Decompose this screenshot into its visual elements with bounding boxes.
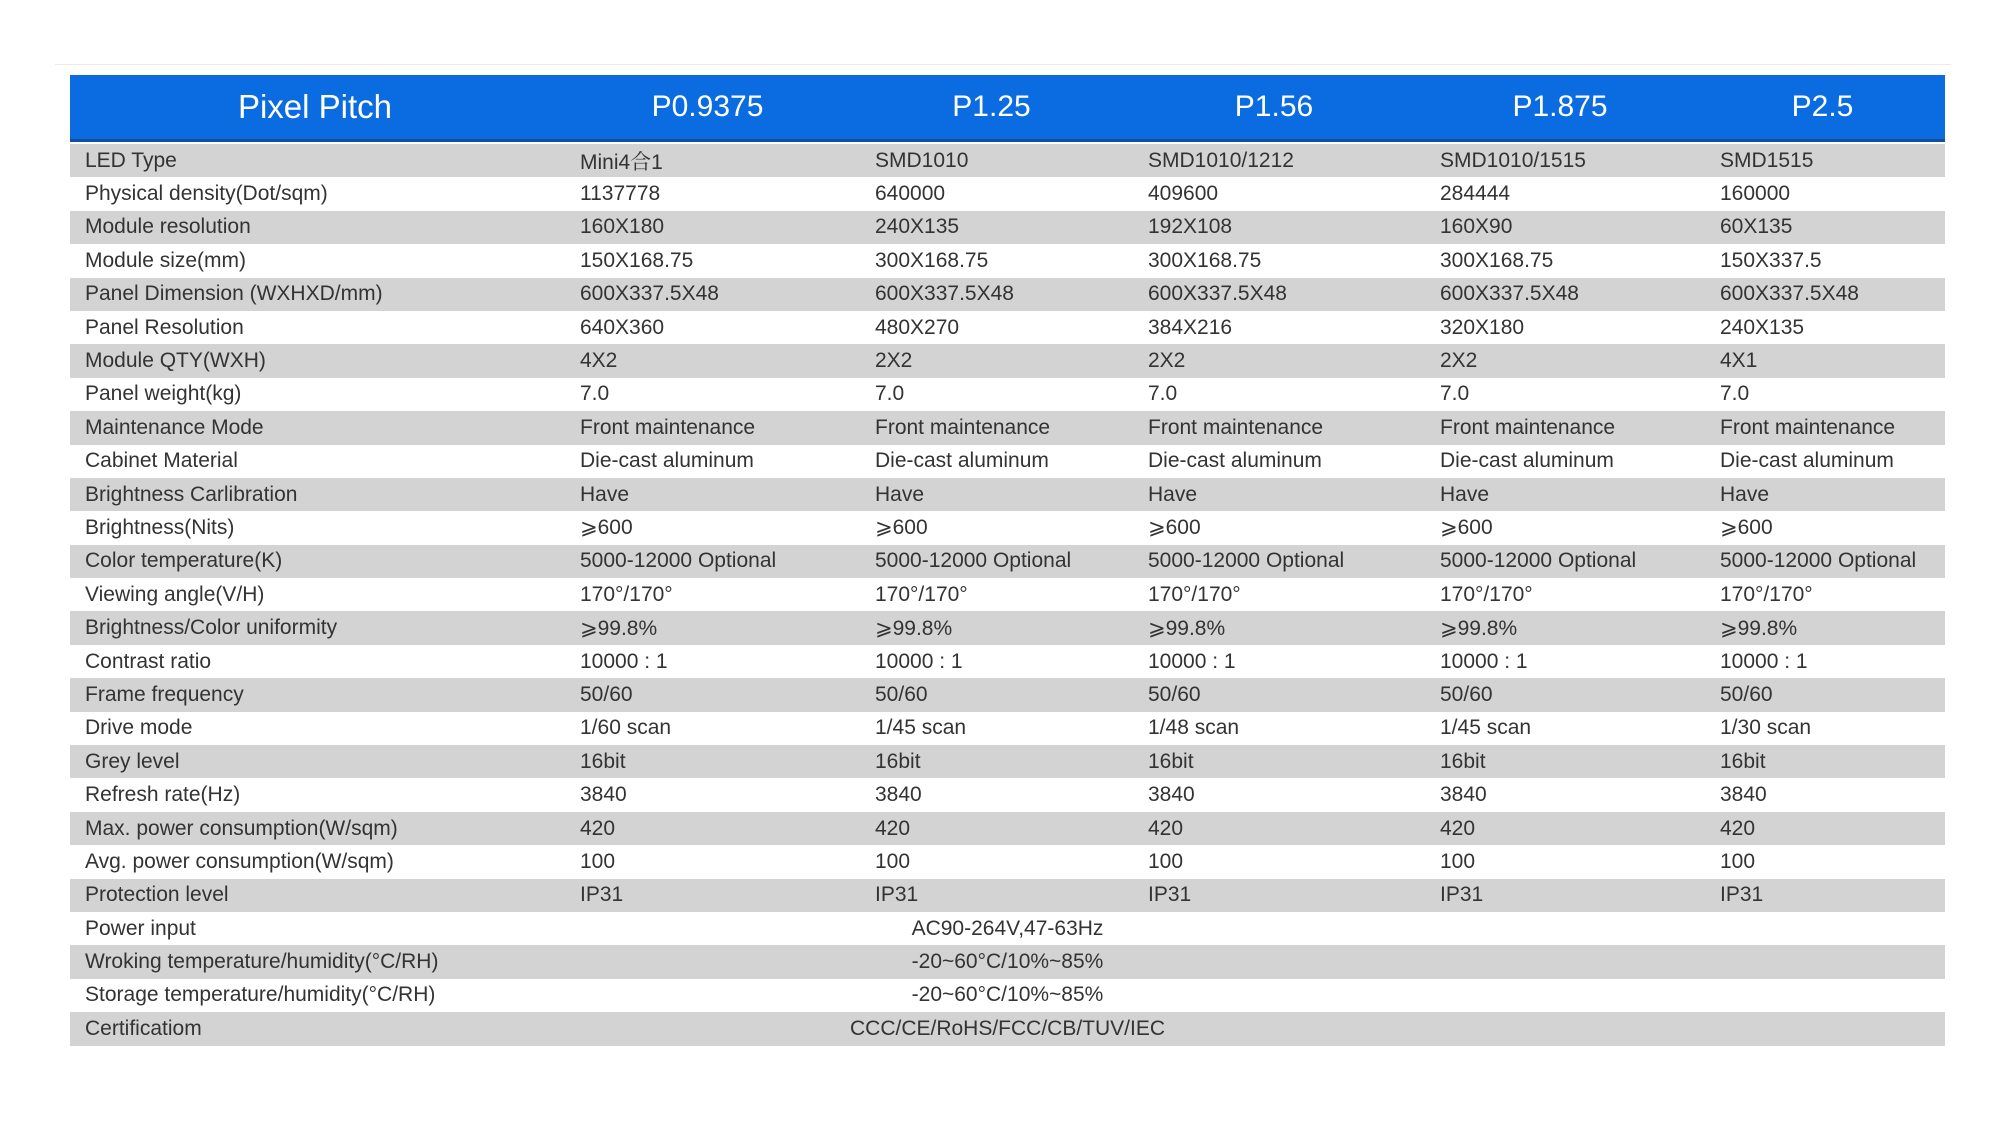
cell-value: 100 — [1148, 849, 1184, 873]
table-row — [70, 478, 1945, 511]
cell-value: 170°/170° — [580, 582, 673, 606]
cell-value: 100 — [875, 849, 911, 873]
cell-value: ⩾99.8% — [1148, 616, 1226, 640]
row-label: Module size(mm) — [85, 248, 247, 272]
table-row — [70, 278, 1945, 311]
cell-value: Front maintenance — [1440, 415, 1616, 439]
cell-value: 7.0 — [875, 382, 905, 406]
cell-value: 160X180 — [580, 215, 665, 239]
cell-value: IP31 — [875, 883, 919, 907]
cell-value: 284444 — [1440, 182, 1511, 206]
table-body — [70, 144, 1945, 1046]
cell-value: 420 — [1720, 816, 1756, 840]
cell-value: 4X1 — [1720, 349, 1758, 373]
cell-value: 10000 : 1 — [1148, 649, 1236, 673]
cell-value: 10000 : 1 — [580, 649, 668, 673]
cell-span-value: -20~60°C/10%~85% — [911, 983, 1104, 1007]
table-row — [70, 511, 1945, 544]
row-label: Panel weight(kg) — [85, 382, 242, 406]
cell-value: 300X168.75 — [1440, 248, 1554, 272]
cell-value: 170°/170° — [1440, 582, 1533, 606]
cell-value: 5000-12000 Optional — [1440, 549, 1637, 573]
cell-value: 409600 — [1148, 182, 1219, 206]
row-label: Brightness(Nits) — [85, 515, 235, 539]
table-row — [70, 211, 1945, 244]
table-row — [70, 411, 1945, 444]
cell-value: 300X168.75 — [875, 248, 989, 272]
cell-value: 100 — [580, 849, 616, 873]
cell-value: SMD1515 — [1720, 148, 1814, 172]
cell-value: 320X180 — [1440, 315, 1525, 339]
cell-value: SMD1010/1212 — [1148, 148, 1294, 172]
cell-value: 5000-12000 Optional — [1148, 549, 1345, 573]
cell-value: Die-cast aluminum — [1440, 449, 1614, 473]
cell-value: Die-cast aluminum — [580, 449, 754, 473]
cell-value: 16bit — [875, 749, 921, 773]
cell-value: 2X2 — [1148, 349, 1186, 373]
top-divider — [55, 64, 1951, 65]
table-row — [70, 678, 1945, 711]
header-col-5: P2.5 — [1791, 90, 1854, 123]
cell-value: Have — [1440, 482, 1490, 506]
cell-value: 3840 — [1720, 783, 1767, 807]
row-label: Drive mode — [85, 716, 193, 740]
cell-value: 640000 — [875, 182, 946, 206]
table-row — [70, 745, 1945, 778]
cell-value: 240X135 — [1720, 315, 1805, 339]
cell-value: 192X108 — [1148, 215, 1233, 239]
table-row — [70, 912, 1945, 945]
table-row — [70, 445, 1945, 478]
cell-value: 420 — [580, 816, 616, 840]
table-header-row — [70, 75, 1945, 142]
cell-value: 150X168.75 — [580, 248, 694, 272]
cell-value: 100 — [1720, 849, 1756, 873]
cell-value: 160000 — [1720, 182, 1791, 206]
table-row — [70, 177, 1945, 210]
table-row — [70, 879, 1945, 912]
cell-value: ⩾99.8% — [875, 616, 953, 640]
row-label: Certificatiom — [85, 1016, 202, 1040]
cell-span-value: CCC/CE/RoHS/FCC/CB/TUV/IEC — [849, 1016, 1166, 1040]
cell-value: 100 — [1440, 849, 1476, 873]
cell-value: SMD1010/1515 — [1440, 148, 1586, 172]
cell-value: IP31 — [1720, 883, 1764, 907]
cell-span-value: AC90-264V,47-63Hz — [911, 916, 1104, 940]
row-label: Panel Dimension (WXHXD/mm) — [85, 282, 383, 306]
cell-value: Front maintenance — [875, 415, 1051, 439]
table-row — [70, 578, 1945, 611]
cell-value: 1/30 scan — [1720, 716, 1812, 740]
cell-value: 1/45 scan — [875, 716, 967, 740]
row-label: Color temperature(K) — [85, 549, 283, 573]
row-label: Grey level — [85, 749, 180, 773]
cell-value: 1137778 — [580, 182, 661, 206]
table-row — [70, 712, 1945, 745]
cell-value: 5000-12000 Optional — [875, 549, 1072, 573]
table-row — [70, 845, 1945, 878]
cell-value: IP31 — [580, 883, 624, 907]
cell-value: ⩾600 — [1720, 516, 1773, 540]
cell-value: ⩾99.8% — [1720, 616, 1798, 640]
header-col-2: P1.25 — [952, 90, 1031, 123]
row-label: Maintenance Mode — [85, 415, 264, 439]
cell-value: 420 — [875, 816, 911, 840]
row-label: Power input — [85, 916, 196, 940]
cell-value: 170°/170° — [1720, 582, 1813, 606]
cell-value: 600X337.5X48 — [580, 282, 719, 306]
cell-value: 50/60 — [1148, 682, 1201, 706]
row-label: LED Type — [85, 148, 177, 172]
row-label: Module resolution — [85, 215, 251, 239]
row-label: Module QTY(WXH) — [85, 349, 266, 373]
cell-value: 7.0 — [1720, 382, 1750, 406]
cell-value: 170°/170° — [1148, 582, 1241, 606]
cell-value: 600X337.5X48 — [1720, 282, 1859, 306]
cell-value: 10000 : 1 — [1720, 649, 1808, 673]
cell-value: 3840 — [580, 783, 627, 807]
cell-value: 5000-12000 Optional — [580, 549, 777, 573]
table-row — [70, 545, 1945, 578]
table-row — [70, 611, 1945, 644]
cell-value: 1/48 scan — [1148, 716, 1240, 740]
cell-value: IP31 — [1440, 883, 1484, 907]
cell-value: 384X216 — [1148, 315, 1233, 339]
table-row — [70, 378, 1945, 411]
cell-value: IP31 — [1148, 883, 1192, 907]
table-row — [70, 344, 1945, 377]
cell-value: 420 — [1148, 816, 1184, 840]
row-label: Max. power consumption(W/sqm) — [85, 816, 398, 840]
table-row — [70, 778, 1945, 811]
cell-value: Die-cast aluminum — [1720, 449, 1894, 473]
cell-value: 50/60 — [1440, 682, 1493, 706]
cell-value: 4X2 — [580, 349, 618, 373]
row-label: Panel Resolution — [85, 315, 244, 339]
row-label: Wroking temperature/humidity(°C/RH) — [85, 950, 439, 974]
cell-value: 480X270 — [875, 315, 960, 339]
table-row — [70, 945, 1945, 978]
cell-value: Have — [1720, 482, 1770, 506]
row-label: Physical density(Dot/sqm) — [85, 182, 328, 206]
cell-value: Die-cast aluminum — [875, 449, 1049, 473]
cell-value: ⩾99.8% — [580, 616, 658, 640]
cell-value: 2X2 — [875, 349, 913, 373]
cell-value: Front maintenance — [1720, 415, 1896, 439]
cell-value: Front maintenance — [580, 415, 756, 439]
table-row — [70, 1012, 1945, 1045]
cell-value: 3840 — [1148, 783, 1195, 807]
cell-value: 16bit — [1440, 749, 1486, 773]
cell-value: 10000 : 1 — [1440, 649, 1528, 673]
cell-value: ⩾99.8% — [1440, 616, 1518, 640]
cell-value: Front maintenance — [1148, 415, 1324, 439]
cell-value: Have — [580, 482, 630, 506]
cell-value: 300X168.75 — [1148, 248, 1262, 272]
cell-value: ⩾600 — [875, 516, 928, 540]
cell-value: 16bit — [1148, 749, 1194, 773]
row-label: Storage temperature/humidity(°C/RH) — [85, 983, 436, 1007]
cell-span-value: -20~60°C/10%~85% — [911, 950, 1104, 974]
cell-value: 3840 — [875, 783, 922, 807]
cell-value: ⩾600 — [1148, 516, 1201, 540]
header-col-3: P1.56 — [1234, 90, 1314, 123]
cell-value: 420 — [1440, 816, 1476, 840]
cell-value: 640X360 — [580, 315, 665, 339]
cell-value: Mini4合1 — [580, 150, 663, 174]
row-label: Brightness/Color uniformity — [85, 616, 338, 640]
row-label: Cabinet Material — [85, 449, 238, 473]
cell-value: 50/60 — [1720, 682, 1773, 706]
row-label: Viewing angle(V/H) — [85, 582, 265, 606]
cell-value: 7.0 — [1148, 382, 1178, 406]
cell-value: 7.0 — [580, 382, 610, 406]
cell-value: 7.0 — [1440, 382, 1470, 406]
cell-value: SMD1010 — [875, 148, 969, 172]
cell-value: 600X337.5X48 — [1440, 282, 1579, 306]
row-label: Contrast ratio — [85, 649, 212, 673]
table-row — [70, 812, 1945, 845]
row-label: Refresh rate(Hz) — [85, 783, 241, 807]
table-row — [70, 144, 1945, 177]
row-label: Frame frequency — [85, 682, 244, 706]
cell-value: 170°/170° — [875, 582, 968, 606]
table-row — [70, 244, 1945, 277]
cell-value: Have — [1148, 482, 1198, 506]
cell-value: 60X135 — [1720, 215, 1793, 239]
cell-value: 240X135 — [875, 215, 960, 239]
header-col-4: P1.875 — [1512, 90, 1608, 123]
cell-value: 150X337.5 — [1720, 248, 1822, 272]
cell-value: 600X337.5X48 — [1148, 282, 1287, 306]
table-row — [70, 645, 1945, 678]
cell-value: 16bit — [1720, 749, 1766, 773]
cell-value: 50/60 — [875, 682, 928, 706]
header-col-1: P0.9375 — [651, 90, 764, 123]
header-pixel-pitch: Pixel Pitch — [237, 88, 393, 125]
table-row — [70, 979, 1945, 1012]
cell-value: ⩾600 — [580, 516, 633, 540]
row-label: Avg. power consumption(W/sqm) — [85, 849, 394, 873]
cell-value: 600X337.5X48 — [875, 282, 1014, 306]
cell-value: ⩾600 — [1440, 516, 1493, 540]
cell-value: 1/60 scan — [580, 716, 672, 740]
cell-value: 3840 — [1440, 783, 1487, 807]
cell-value: 16bit — [580, 749, 626, 773]
cell-value: 1/45 scan — [1440, 716, 1532, 740]
pixel-pitch-spec-table — [70, 75, 1945, 1046]
cell-value: 160X90 — [1440, 215, 1513, 239]
row-label: Brightness Carlibration — [85, 482, 298, 506]
cell-value: 10000 : 1 — [875, 649, 963, 673]
cell-value: 2X2 — [1440, 349, 1478, 373]
table-row — [70, 311, 1945, 344]
cell-value: Have — [875, 482, 925, 506]
cell-value: 5000-12000 Optional — [1720, 549, 1917, 573]
cell-value: Die-cast aluminum — [1148, 449, 1322, 473]
cell-value: 50/60 — [580, 682, 633, 706]
row-label: Protection level — [85, 883, 229, 907]
